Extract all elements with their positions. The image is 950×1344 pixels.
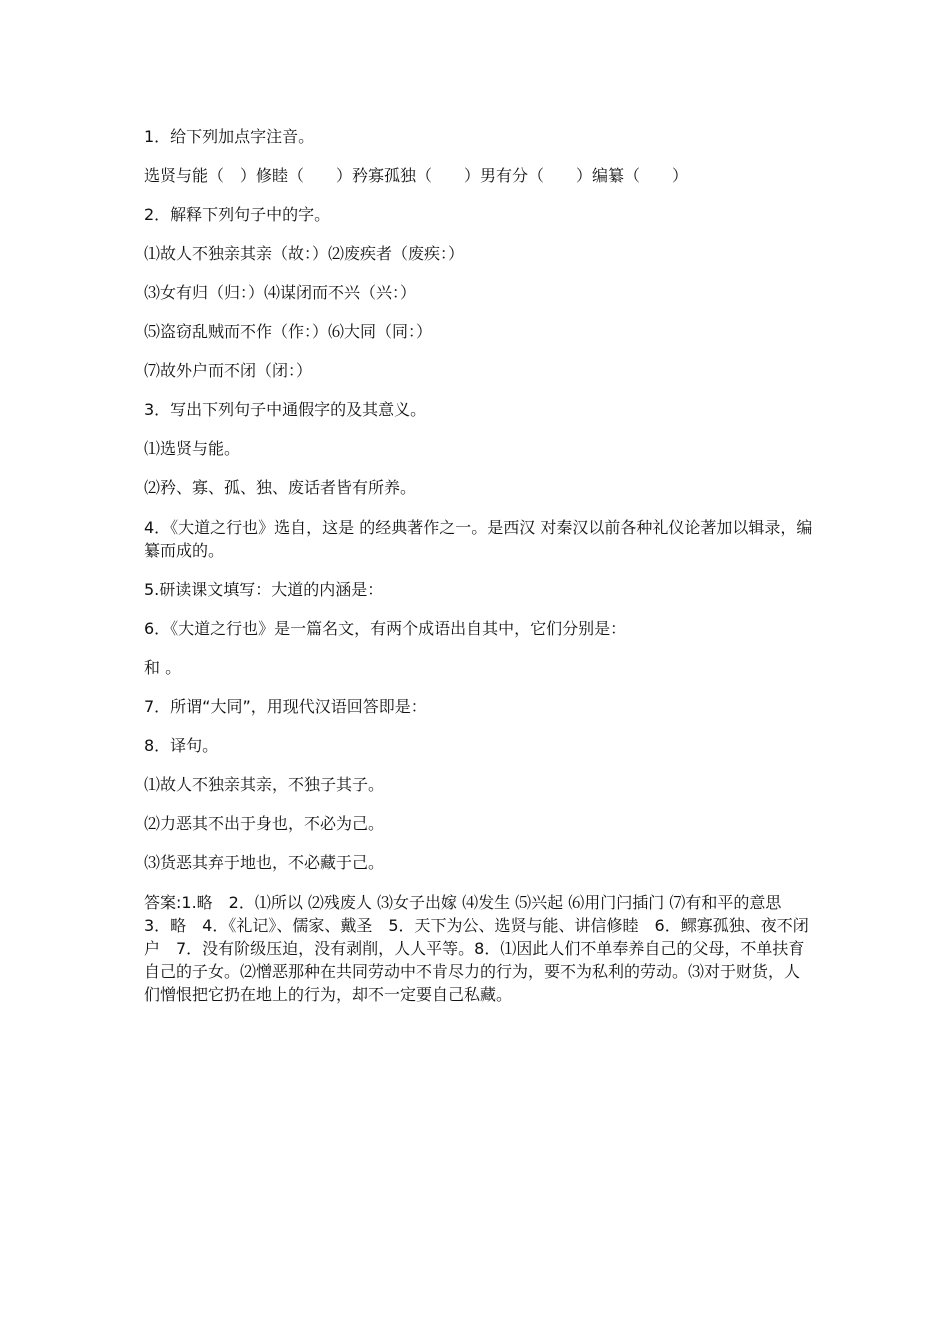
question-8: 8．译句。 [144,736,219,755]
question-3-item-2: ⑵矜、寡、孤、独、废话者皆有所养。 [144,478,417,497]
question-2-item-3: ⑸盗窃乱贼而不作（作：）⑹大同（同：） [144,322,433,341]
question-1: 1．给下列加点字注音。 [144,127,315,146]
question-2-item-4: ⑺故外户而不闭（闭：） [144,361,313,380]
question-7: 7．所谓“大同”，用现代汉语回答即是： [144,697,427,716]
question-2-item-1: ⑴故人不独亲其亲（故：）⑵废疾者（废疾：） [144,244,465,263]
question-5: 5.研读课文填写：大道的内涵是： [144,580,384,599]
question-1-items: 选贤与能（ ）修睦（ ）矜寡孤独（ ）男有分（ ）编纂（ ） [144,166,689,185]
question-2: 2．解释下列句子中的字。 [144,205,331,224]
question-8-item-3: ⑶货恶其弃于地也，不必藏于己。 [144,853,385,872]
document-page [144,126,814,1006]
question-2-item-2: ⑶女有归（归：）⑷谋闭而不兴（兴：） [144,283,417,302]
question-3-item-1: ⑴选贤与能。 [144,439,241,458]
question-8-item-1: ⑴故人不独亲其亲，不独子其子。 [144,775,385,794]
question-6: 6．《大道之行也》是一篇名文，有两个成语出自其中，它们分别是： [144,619,627,638]
question-6-answer-line: 和 。 [144,658,182,677]
question-4: 4．《大道之行也》选自，这是 的经典著作之一。是西汉 对秦汉以前各种礼仪论著加以辑录，编纂而成的。 [144,518,813,560]
question-8-item-2: ⑵力恶其不出于身也，不必为己。 [144,814,385,833]
answer-key: 答案:1.略 2．⑴所以 ⑵残废人 ⑶女子出嫁 ⑷发生 ⑸兴起 ⑹用门闩插门 ⑺有和平的意思 3．略 4．《礼记》、儒家、戴圣 5．天下为公、选贤与能、讲信修睦 6．鳏寡孤独、夜不闭户 7．没有阶级压迫，没有剥削，人人平等。8．⑴因此人们不单奉养自己的父母，不单扶育自己的子女。⑵憎恶那种在共同劳动中不肯尽力的行为，要不为私利的劳动。⑶对于财货，人们憎恨把它扔在地上的行为，却不一定要自己私藏。 [144,893,809,1004]
question-3: 3．写出下列句子中通假字的及其意义。 [144,400,427,419]
